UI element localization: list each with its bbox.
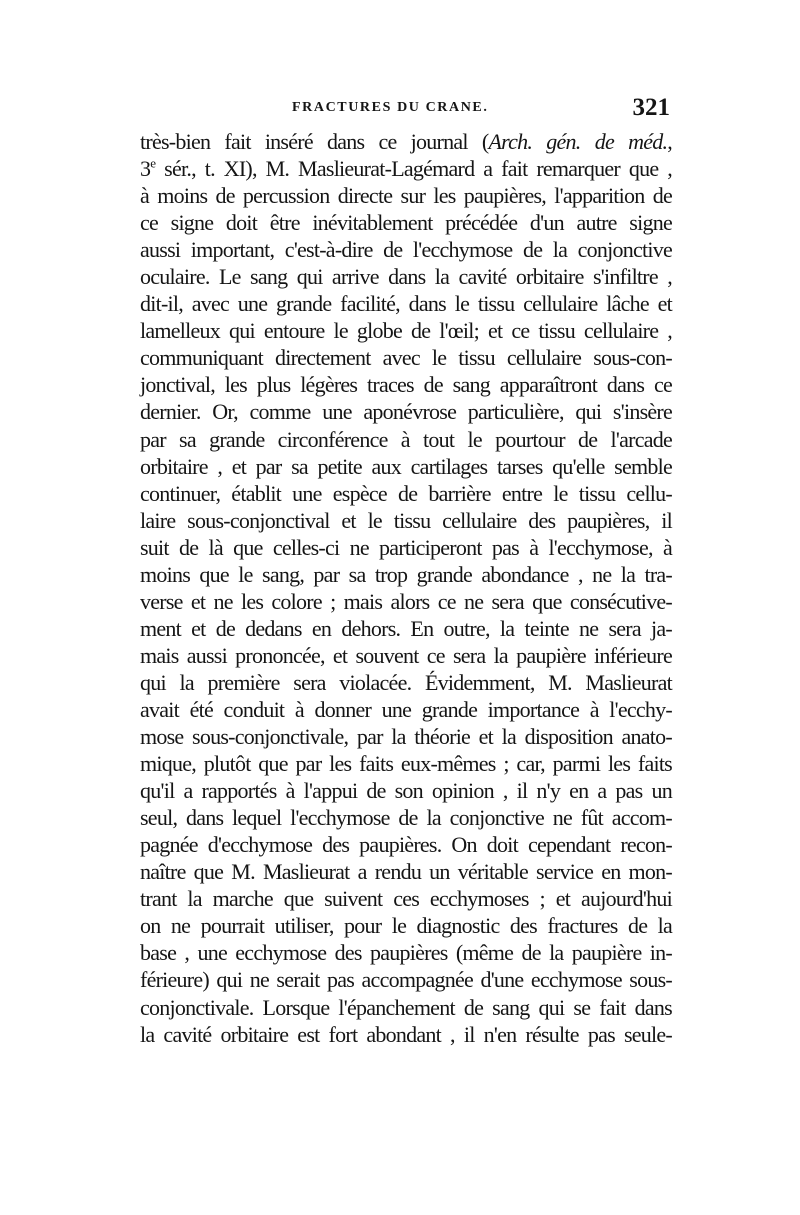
text-line: seul, dans lequel l'ecchymose de la conjonctive ne fût accom- bbox=[140, 805, 672, 831]
text-line: verse et ne les colore ; mais alors ce ne sera que consécutive- bbox=[140, 588, 672, 614]
text-line: oculaire. Le sang qui arrive dans la cavité orbitaire s'infiltre , bbox=[140, 264, 672, 290]
body-text bbox=[140, 128, 672, 1048]
text-line: avait été conduit à donner une grande importance à l'ecchy- bbox=[140, 696, 672, 722]
text-line: on ne pourrait utiliser, pour le diagnostic des fractures de la bbox=[140, 913, 672, 939]
text-line: ce signe doit être inévitablement précédée d'un autre signe bbox=[140, 210, 672, 236]
text-line: 3e sér., t. XI), M. Maslieurat-Lagémard a fait remarquer que , bbox=[140, 155, 672, 182]
text-line: férieure) qui ne serait pas accompagnée d'une ecchymose sous- bbox=[140, 967, 672, 993]
text-line: dernier. Or, comme une aponévrose particulière, qui s'insère bbox=[140, 399, 672, 425]
text-line: ment et de dedans en dehors. En outre, la teinte ne sera ja- bbox=[140, 615, 672, 641]
text-line: base , une ecchymose des paupières (même de la paupière in- bbox=[140, 940, 672, 966]
text-line: mais aussi prononcée, et souvent ce sera la paupière inférieure bbox=[140, 642, 672, 668]
text-line: qui la première sera violacée. Évidemment, M. Maslieurat bbox=[140, 669, 672, 695]
running-head: FRACTURES DU CRANE. bbox=[292, 100, 489, 115]
page-header bbox=[140, 94, 670, 128]
text-line: dit-il, avec une grande facilité, dans le tissu cellulaire lâche et bbox=[140, 291, 672, 317]
text-line: qu'il a rapportés à l'appui de son opinion , il n'y en a pas un bbox=[140, 778, 672, 804]
text-line: laire sous-conjonctival et le tissu cellulaire des paupières, il bbox=[140, 507, 672, 533]
text-line: aussi important, c'est-à-dire de l'ecchymose de la conjonctive bbox=[140, 237, 672, 263]
text-line: suit de là que celles-ci ne participeront pas à l'ecchymose, à bbox=[140, 534, 672, 560]
text-line: très-bien fait inséré dans ce journal (Arch. gén. de méd., bbox=[140, 129, 672, 154]
citation-italic: Arch. gén. de méd. bbox=[488, 129, 668, 154]
text-line: orbitaire , et par sa petite aux cartilages tarses qu'elle semble bbox=[140, 453, 672, 479]
text-line: la cavité orbitaire est fort abondant , il n'en résulte pas seule- bbox=[140, 1021, 672, 1047]
text-line: continuer, établit une espèce de barrière entre le tissu cellu- bbox=[140, 480, 672, 506]
text-line: conjonctivale. Lorsque l'épanchement de sang qui se fait dans bbox=[140, 994, 672, 1020]
text-line: pagnée d'ecchymose des paupières. On doit cependant recon- bbox=[140, 832, 672, 858]
text-line: naître que M. Maslieurat a rendu un véritable service en mon- bbox=[140, 859, 672, 885]
text-line: à moins de percussion directe sur les paupières, l'apparition de bbox=[140, 183, 672, 209]
text-line: jonctival, les plus légères traces de sang apparaîtront dans ce bbox=[140, 372, 672, 398]
text-line: moins que le sang, par sa trop grande abondance , ne la tra- bbox=[140, 561, 672, 587]
text-line: lamelleux qui entoure le globe de l'œil; et ce tissu cellulaire , bbox=[140, 318, 672, 344]
text-line: trant la marche que suivent ces ecchymoses ; et aujourd'hui bbox=[140, 886, 672, 912]
page-number: 321 bbox=[632, 94, 670, 121]
text-line: par sa grande circonférence à tout le pourtour de l'arcade bbox=[140, 426, 672, 452]
text-line: mose sous-conjonctivale, par la théorie et la disposition anato- bbox=[140, 724, 672, 750]
text-line: mique, plutôt que par les faits eux-mêmes ; car, parmi les faits bbox=[140, 751, 672, 777]
ordinal-superscript: e bbox=[150, 155, 156, 171]
text-line: communiquant directement avec le tissu cellulaire sous-con- bbox=[140, 345, 672, 371]
